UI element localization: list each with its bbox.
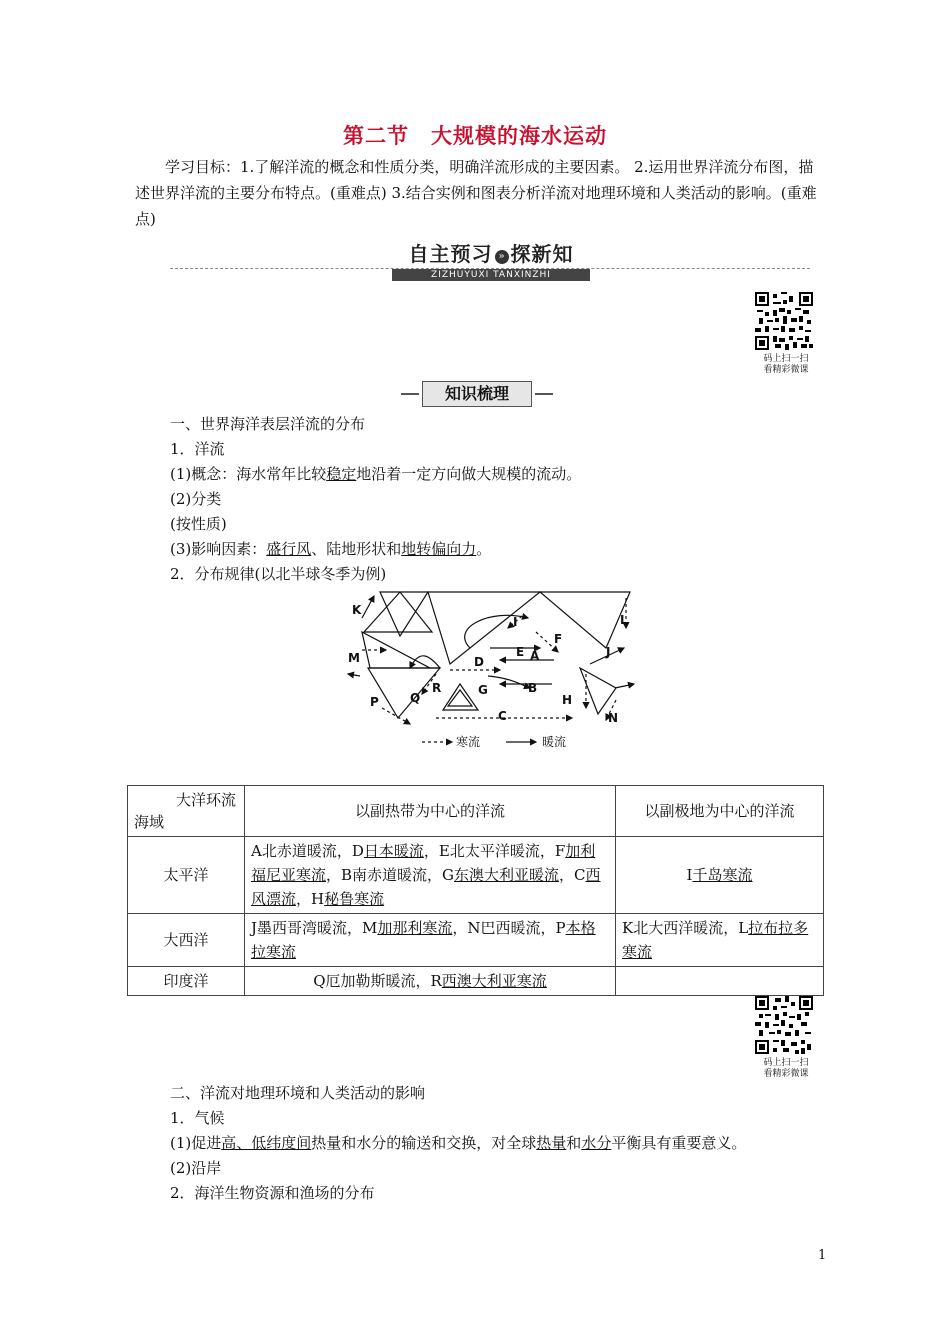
table-corner-cell [128,786,245,837]
label-q: Q [410,691,421,705]
section-name: 大规模的海水运动 [431,123,607,148]
qr-code-icon [755,996,813,1054]
current-d [465,615,528,648]
cell-text: A北赤道暖流，D [251,842,364,860]
cell-text: Q厄加勒斯暖流，R [313,972,442,990]
qr-code-1[interactable] [755,292,821,376]
table-row [128,837,824,914]
landmass-s-inner [448,690,472,706]
factors-text-mid: 、陆地形状和 [311,540,402,558]
label-m: M [348,651,360,665]
item-ocean-current: 1．洋流 [170,440,225,458]
indian-subtropical-cell [245,967,616,996]
banner-part2: 探新知 [510,242,574,266]
qr-code-icon [755,292,813,350]
cell-answer: 本格拉寒流 [251,919,596,961]
qr-caption-line1: 码上扫一扫 [763,354,809,364]
current-p [382,708,410,724]
page-title [0,120,950,150]
ocean-current-diagram [340,588,640,760]
distribution-line: 2．分布规律(以北半球冬季为例) [170,565,387,583]
cell-text: K北大西洋暖流，L [622,919,749,937]
climate-text: (1)促进 [170,1134,222,1152]
current-curve-s [488,676,530,688]
cell-answer: 加那利寒流 [377,919,453,937]
landmass-sw [368,668,440,718]
cell-text: ，N巴西暖流，P [452,919,566,937]
cell-text: ，H [296,890,325,908]
factors-text-end: 。 [476,540,492,558]
by-nature-line: (按性质) [170,515,227,533]
climate-text-end: 平衡具有重要意义。 [611,1134,747,1152]
learning-objectives: 学习目标：1.了解洋流的概念和性质分类，明确洋流形成的主要因素。 2.运用世界洋流分布图，描述世界洋流的主要分布特点。(重难点) 3.结合实例和图表分析洋流对地理环境和人类活动的影响。(重难点) [135,158,817,228]
label-n: N [608,711,619,725]
coast-line: (2)沿岸 [170,1159,222,1177]
label-r: R [432,681,442,695]
legend-warm-label: 暖流 [542,735,567,749]
label-c: C [498,709,507,723]
cell-answer: 东澳大利亚暖流 [454,866,560,884]
header-subtropical: 以副热带为中心的洋流 [245,786,616,837]
factor-answer-1: 盛行风 [266,540,312,558]
concept-answer: 稳定 [326,465,357,483]
climate-text-mid: 热量和水分的输送和交换，对全球 [311,1134,537,1152]
corner-bottom-label: 海域 [134,813,165,831]
label-k: K [352,603,362,617]
climate-answer-1: 高、低纬度间 [221,1134,312,1152]
cell-answer: 拉布拉多寒流 [622,919,809,961]
label-g: G [478,683,488,697]
qr-caption-line1: 码上扫一扫 [763,1058,809,1068]
header-subpolar: 以副极地为中心的洋流 [616,786,824,837]
label-a: A [530,649,540,663]
cell-answer: 加利福尼亚寒流 [251,842,596,884]
ocean-current-table [127,785,824,996]
label-f: F [554,632,563,646]
cell-text: I [686,866,693,884]
cell-answer: 西澳大利亚寒流 [441,972,547,990]
climate-line [170,1131,746,1156]
label-i: I [513,615,518,629]
current-se-arrow [615,684,634,688]
corner-top-label: 大洋环流 [175,791,236,809]
label-e: E [516,645,525,659]
qr-caption-line2: 看精彩微课 [763,1069,809,1079]
cell-answer: 千岛寒流 [692,866,753,884]
item-fishery: 2．海洋生物资源和渔场的分布 [170,1184,375,1202]
atlantic-subpolar-cell [616,914,824,967]
label-p: P [370,695,379,709]
concept-text-end: 地沿着一定方向做大规模的流动。 [356,465,582,483]
section1-heading: 一、世界海洋表层洋流的分布 [170,415,366,433]
factor-answer-2: 地转偏向力 [401,540,477,558]
concept-text: (1)概念：海水常年比较 [170,465,327,483]
legend-cold-label: 寒流 [456,735,481,749]
banner-subtitle: ZIZHUYUXI TANXINZHI [392,269,590,281]
landmass-nw-2 [364,592,432,632]
banner-part1: 自主预习 [408,242,493,266]
row-indian: 印度洋 [128,967,245,996]
label-d: D [474,655,484,669]
page-number: 1 [818,1248,827,1263]
row-pacific: 太平洋 [128,837,245,914]
current-k [362,596,374,618]
atlantic-subtropical-cell [245,914,616,967]
cell-answer: 秘鲁寒流 [324,890,385,908]
label-h: H [562,693,573,707]
current-m-arrow [348,674,360,676]
classify-line: (2)分类 [170,490,222,508]
pacific-subpolar-cell [616,837,824,914]
current-curve-w [410,656,440,668]
label-j: J [606,645,611,659]
climate-answer-2: 热量 [536,1134,567,1152]
row-atlantic: 大西洋 [128,914,245,967]
climate-text-and: 和 [566,1134,582,1152]
landmass-nw [380,592,428,636]
cell-answer: 日本暖流 [363,842,424,860]
preview-banner [392,238,590,278]
concept-line [170,462,581,487]
pacific-subtropical-cell [245,837,616,914]
indian-subpolar-cell [616,967,824,996]
table-row [128,914,824,967]
factors-text: (3)影响因素： [170,540,267,558]
section2-heading: 二、洋流对地理环境和人类活动的影响 [170,1084,426,1102]
cell-text: J墨西哥湾暖流，M [251,919,378,937]
landmass-w [362,632,440,668]
label-b: B [528,681,538,695]
cell-text: ，C [559,866,586,884]
banner-arrow-icon: » [495,250,509,264]
cell-text: ，E北太平洋暖流，F [423,842,566,860]
qr-caption-line2: 看精彩微课 [763,365,809,375]
knowledge-heading: 知识梳理 [422,381,532,407]
qr-code-2[interactable] [755,996,821,1080]
factors-line [170,537,491,562]
table-row [128,967,824,996]
section-number: 第二节 [343,123,409,148]
cell-answer: 西风漂流 [251,866,601,908]
table-header-row [128,786,824,837]
item-climate: 1．气候 [170,1109,225,1127]
climate-answer-3: 水分 [581,1134,612,1152]
label-l: L [620,613,628,627]
cell-text: ，B南赤道暖流，G [326,866,455,884]
